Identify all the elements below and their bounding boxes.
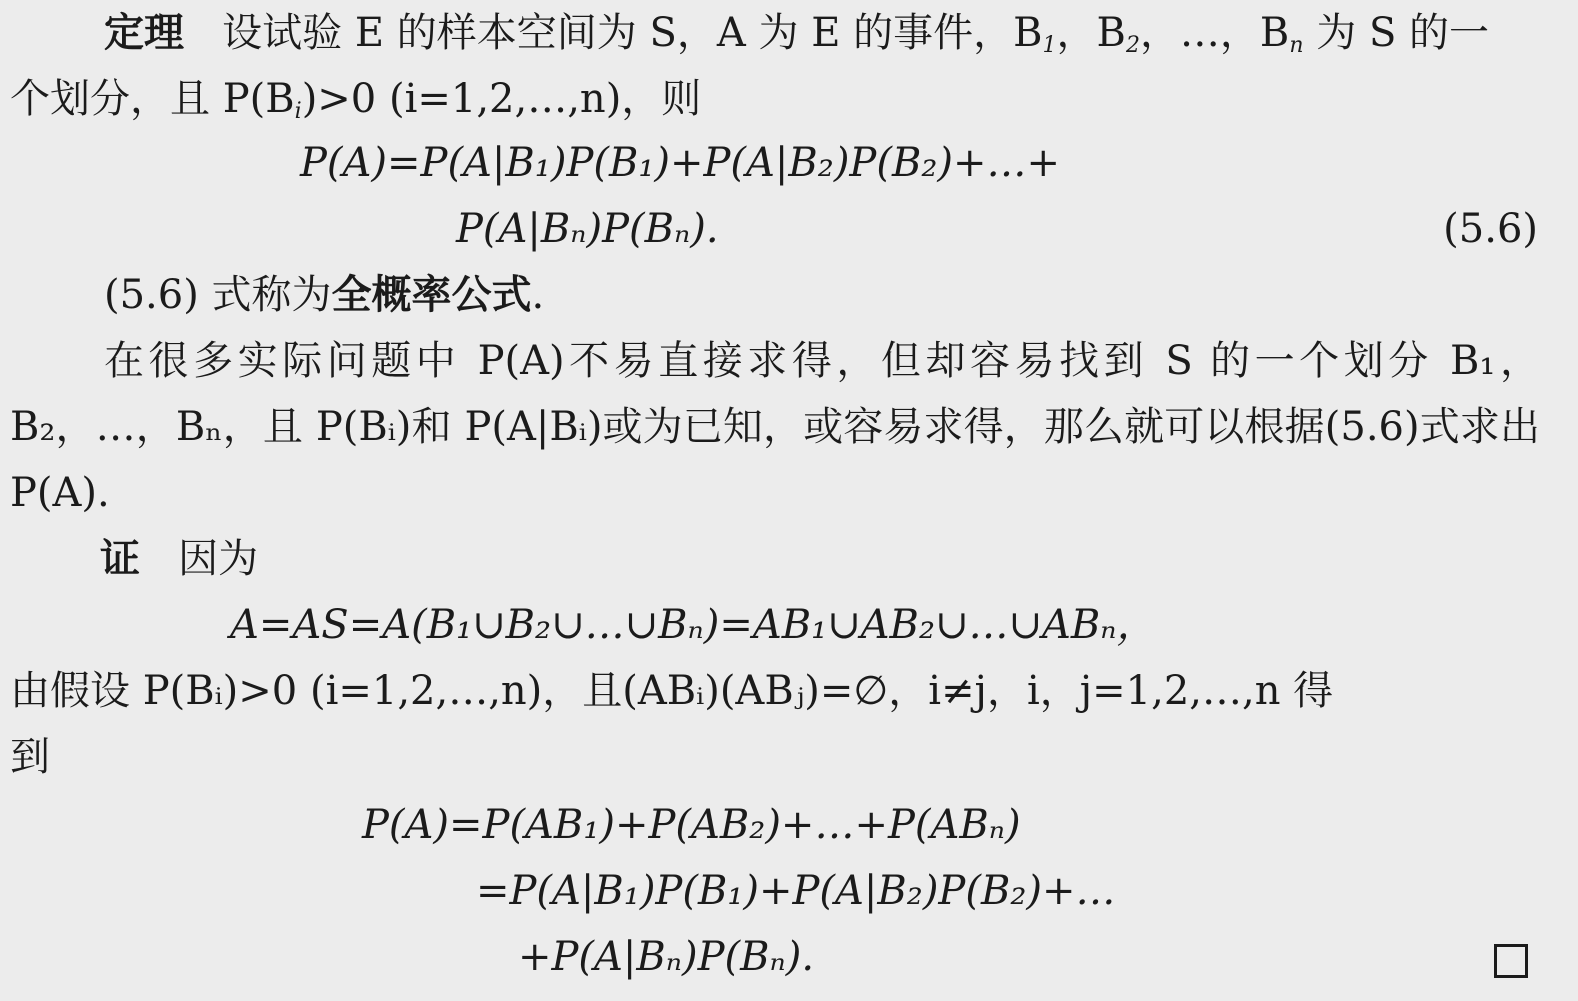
total-probability-note (104, 270, 544, 320)
note-term: 全概率公式 (331, 271, 532, 318)
sub-1: 1 (1042, 33, 1057, 58)
sub-i: i (294, 99, 302, 124)
explanation-paragraph: 在很多实际问题中 P(A)不易直接求得，但却容易找到 S 的一个划分 B₁，B₂，…，Bₙ，且 P(Bᵢ)和 P(A|Bᵢ)或为已知，或容易求得，那么就可以根据(5.6)式求出 P(A). (10, 338, 1540, 516)
proof-label: 证 (100, 535, 140, 582)
proof-assumption-2: 到 (10, 734, 50, 780)
proof-assumption: 由假设 P(Bᵢ)>0 (i=1,2,…,n)，且(ABᵢ)(ABⱼ)=∅，i≠j，i，j=1,2,…,n 得 (10, 668, 1334, 714)
proof-equation-1: A=AS=A(B₁∪B₂∪…∪Bₙ)=AB₁∪AB₂∪…∪ABₙ， (230, 602, 1157, 648)
proof-equation-2-line-1: P(A)=P(AB₁)+P(AB₂)+…+P(ABₙ) (362, 802, 1021, 848)
theorem-line2-b: )>0 (i=1,2,…,n)，则 (301, 76, 702, 122)
proof-intro: 因为 (178, 536, 259, 582)
theorem-text-a: 设试验 E 的样本空间为 S，A 为 E 的事件，B (222, 10, 1043, 56)
formula-number: (5.6) (1443, 206, 1538, 252)
formula-5-6-line-2: P(A|Bₙ)P(Bₙ). (456, 206, 719, 252)
theorem-text-b: ，B (1056, 10, 1126, 56)
sub-2: 2 (1125, 33, 1140, 58)
theorem-line-1 (104, 8, 1489, 58)
note-suffix: . (531, 272, 545, 318)
theorem-label: 定理 (104, 9, 184, 56)
theorem-line-2 (10, 74, 701, 124)
note-prefix: (5.6) 式称为 (104, 272, 332, 318)
theorem-line2-a: 个划分，且 P(B (10, 76, 295, 122)
proof-equation-2-line-2: =P(A|B₁)P(B₁)+P(A|B₂)P(B₂)+… (476, 868, 1116, 914)
theorem-text-c: ，…，B (1139, 10, 1290, 56)
proof-equation-2-line-3: +P(A|Bₙ)P(Bₙ). (518, 934, 815, 980)
formula-5-6-line-1: P(A)=P(A|B₁)P(B₁)+P(A|B₂)P(B₂)+…+ (300, 140, 1061, 186)
qed-square-icon (1494, 944, 1528, 978)
sub-n: n (1289, 33, 1304, 58)
proof-header (100, 534, 258, 584)
theorem-text-d: 为 S 的一 (1303, 10, 1490, 56)
